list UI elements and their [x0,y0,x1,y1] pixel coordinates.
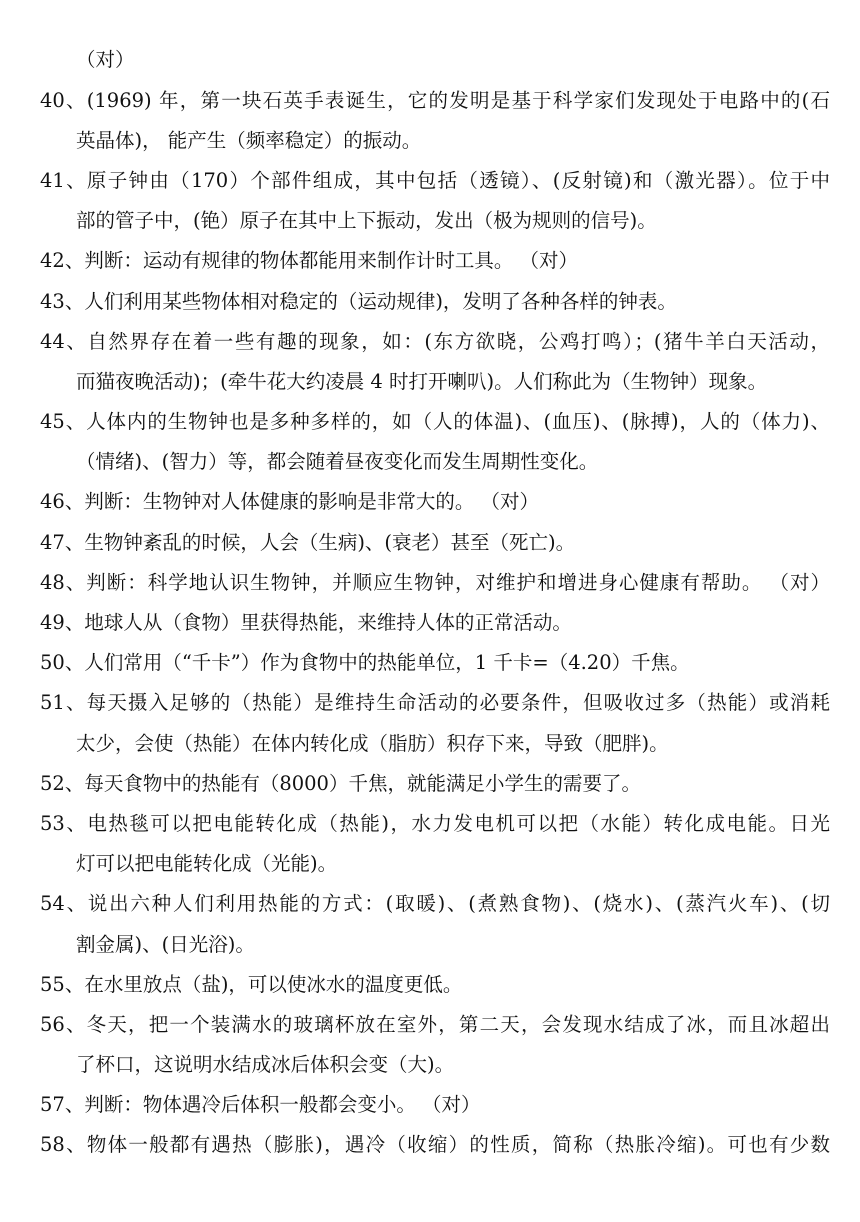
question-50: 50、人们常用（“千卡”）作为食物中的热能单位，1 千卡=（4.20）千焦。 [40,651,690,674]
question-51-line-1: 51、每天摄入足够的（热能）是维持生命活动的必要条件，但吸收过多（热能）或消耗 [40,691,830,714]
question-54-line-2: 割金属)、(日光浴)。 [76,933,255,956]
question-46: 46、判断：生物钟对人体健康的影响是非常大的。 （对） [40,490,540,513]
question-45-line-1: 45、人体内的生物钟也是多种多样的，如（人的体温)、(血压)、(脉搏)，人的（体力)、 [40,410,830,433]
question-49: 49、地球人从（食物）里获得热能，来维持人体的正常活动。 [40,611,572,634]
question-55: 55、在水里放点（盐)，可以使冰水的温度更低。 [40,973,463,996]
question-58-line-1: 58、物体一般都有遇热（膨胀)，遇冷（收缩）的性质，简称（热胀冷缩)。可也有少数 [40,1133,830,1156]
question-44-line-2: 而猫夜晚活动)；(牵牛花大约凌晨 4 时打开喇叭)。人们称此为（生物钟）现象。 [76,370,768,393]
question-53-line-2: 灯可以把电能转化成（光能)。 [76,852,338,875]
question-56-line-2: 了杯口，这说明水结成冰后体积会变（大)。 [76,1053,455,1076]
question-44-line-1: 44、自然界存在着一些有趣的现象，如：(东方欲晓，公鸡打鸣）；(猪牛羊白天活动， [40,330,830,353]
question-43: 43、人们利用某些物体相对稳定的（运动规律)，发明了各种各样的钟表。 [40,290,677,313]
question-45-line-2: （情绪)、(智力）等，都会随着昼夜变化而发生周期性变化。 [76,450,599,473]
question-40-line-1: 40、(1969) 年，第一块石英手表诞生，它的发明是基于科学家们发现处于电路中的(石 [40,89,830,112]
question-42: 42、判断：运动有规律的物体都能用来制作计时工具。 （对） [40,249,579,272]
question-54-line-1: 54、说出六种人们利用热能的方式：(取暖)、(煮熟食物)、(烧水)、(蒸汽火车)、(切 [40,892,830,915]
question-41-line-1: 41、原子钟由（170）个部件组成，其中包括（透镜）、(反射镜)和（激光器）。位于中 [40,169,830,192]
question-53-line-1: 53、电热毯可以把电能转化成（热能)，水力发电机可以把（水能）转化成电能。日光 [40,812,830,835]
question-47: 47、生物钟紊乱的时候，人会（生病)、(衰老）甚至（死亡)。 [40,531,576,554]
question-52: 52、每天食物中的热能有（8000）千焦，就能满足小学生的需要了。 [40,772,641,795]
question-56-line-1: 56、冬天，把一个装满水的玻璃杯放在室外，第二天，会发现水结成了冰，而且冰超出 [40,1013,830,1036]
question-41-line-2: 部的管子中，(铯）原子在其中上下振动，发出（极为规则的信号)。 [76,209,657,232]
answer-line-39: （对） [76,48,135,71]
question-51-line-2: 太少，会使（热能）在体内转化成（脂肪）积存下来，导致（肥胖)。 [76,732,669,755]
question-48: 48、判断：科学地认识生物钟，并顺应生物钟，对维护和增进身心健康有帮助。 （对） [40,571,830,594]
question-40-line-2: 英晶体)， 能产生（频率稳定）的振动。 [76,129,422,152]
question-57: 57、判断：物体遇冷后体积一般都会变小。 （对） [40,1093,481,1116]
